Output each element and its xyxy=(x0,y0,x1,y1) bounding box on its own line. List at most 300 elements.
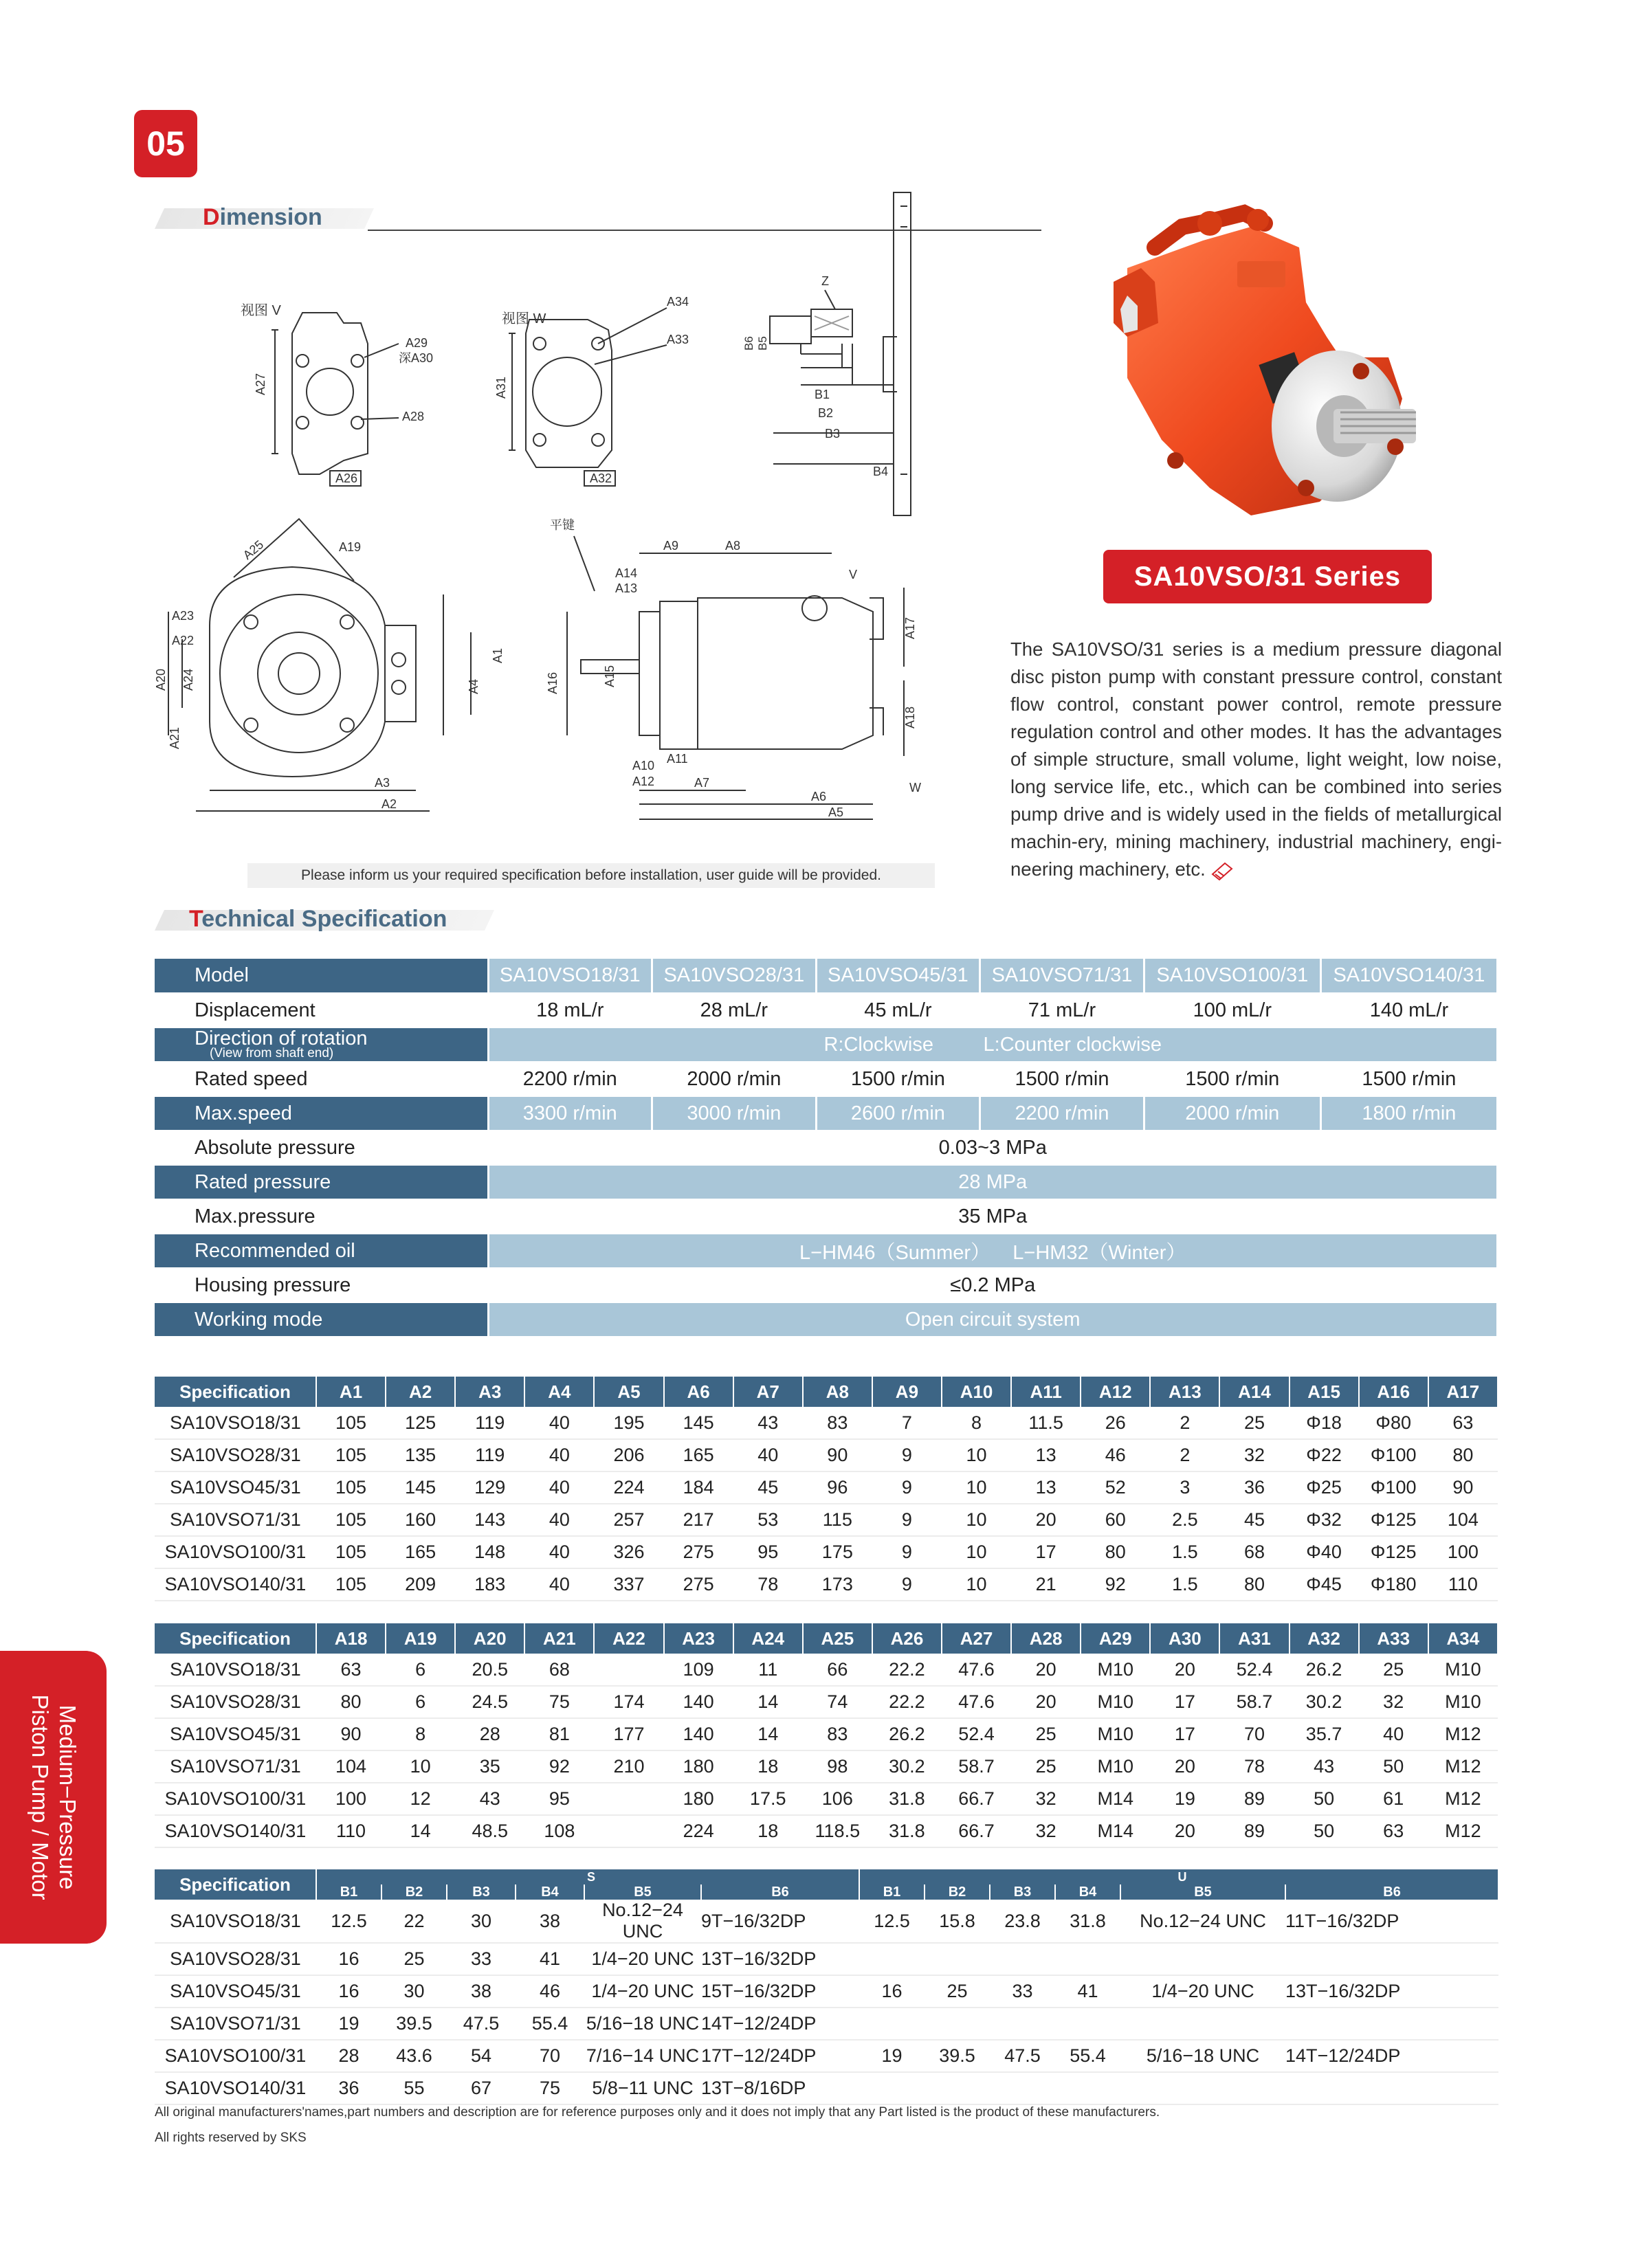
value-cell: 224 xyxy=(664,1815,733,1847)
svg-text:A23: A23 xyxy=(172,609,195,623)
value-cell: 16 xyxy=(316,1943,381,1975)
recommended-oil-row: Recommended oil L−HM46（Summer） L−HM32（Winter） xyxy=(155,1234,1498,1268)
value-cell: 6 xyxy=(386,1654,455,1686)
svg-text:B1: B1 xyxy=(815,388,830,401)
value-cell: M10 xyxy=(1081,1686,1150,1718)
value-cell: 20 xyxy=(1150,1815,1219,1847)
svg-text:A18: A18 xyxy=(903,706,917,729)
value-cell: 20 xyxy=(1150,1654,1219,1686)
working-mode-row: Working mode Open circuit system xyxy=(155,1302,1498,1337)
value-cell: 21 xyxy=(1011,1568,1081,1601)
col-header-a17: A17 xyxy=(1428,1377,1498,1407)
value-cell: 105 xyxy=(316,1504,386,1536)
value-cell: 106 xyxy=(803,1783,872,1815)
value-cell: 50 xyxy=(1359,1750,1428,1783)
value-cell: 32 xyxy=(1359,1686,1428,1718)
value-cell: 67 xyxy=(447,2072,516,2104)
series-description: The SA10VSO/31 series is a medium pressure diagonal disc piston pump with constant pressure control, constant flow control, constant power control, remote pressure regulation control and other modes. It has the advantages of simple structure, small volume, light weight, low noise, long service life, etc., which can be combined into series pump drive and is widely used in the fields of metallurgical machin-ery, mining machinery, industrial machinery, engi-neering machinery, etc. xyxy=(1010,638,1502,880)
svg-text:A5: A5 xyxy=(828,805,844,819)
col-header-a6: A6 xyxy=(664,1377,733,1407)
pump-photo xyxy=(1100,199,1423,522)
value-cell: M10 xyxy=(1081,1750,1150,1783)
svg-text:A8: A8 xyxy=(725,539,741,553)
value-cell: 90 xyxy=(316,1718,386,1750)
value-cell: 80 xyxy=(316,1686,386,1718)
value-cell: 70 xyxy=(1219,1718,1289,1750)
max-pressure-row: Max.pressure 35 MPa xyxy=(155,1199,1498,1234)
pointer-icon xyxy=(1210,860,1235,881)
value-cell: 12.5 xyxy=(316,1900,381,1943)
svg-text:A13: A13 xyxy=(615,581,638,595)
value-cell: 30 xyxy=(381,1975,447,2008)
value-cell: 25 xyxy=(1219,1407,1289,1439)
rated-speed-row: Rated speed 2200 r/min 2000 r/min 1500 r/min 1500 r/min 1500 r/min 1500 r/min xyxy=(155,1062,1498,1096)
value-cell: M12 xyxy=(1428,1718,1498,1750)
value-cell: M12 xyxy=(1428,1750,1498,1783)
value-cell: 6 xyxy=(386,1686,455,1718)
col-header-b6: B6 xyxy=(701,1885,859,1900)
svg-text:A22: A22 xyxy=(172,634,195,647)
value-cell: 14 xyxy=(733,1686,803,1718)
value-cell xyxy=(925,2072,990,2104)
value-cell xyxy=(1120,2008,1285,2040)
value-cell: 175 xyxy=(803,1536,872,1568)
value-cell: 68 xyxy=(524,1654,594,1686)
value-cell: 160 xyxy=(386,1504,455,1536)
group-u-header: U xyxy=(859,1869,1498,1885)
svg-text:深A30: 深A30 xyxy=(399,351,434,365)
value-cell: M10 xyxy=(1428,1654,1498,1686)
value-cell: 275 xyxy=(664,1568,733,1601)
model-cell: SA10VSO140/31 xyxy=(155,2072,316,2104)
value-cell: 55.4 xyxy=(516,2008,584,2040)
value-cell: Φ180 xyxy=(1359,1568,1428,1601)
value-cell: 109 xyxy=(664,1654,733,1686)
value-cell: 5/16−18 UNC xyxy=(584,2008,701,2040)
value-cell: 183 xyxy=(455,1568,524,1601)
value-cell: 52 xyxy=(1081,1471,1150,1504)
value-cell: 7/16−14 UNC xyxy=(584,2040,701,2072)
value-cell: 275 xyxy=(664,1536,733,1568)
col-header-a2: A2 xyxy=(386,1377,455,1407)
value-cell: 58.7 xyxy=(942,1750,1011,1783)
col-header-a31: A31 xyxy=(1219,1623,1289,1654)
value-cell: 80 xyxy=(1081,1536,1150,1568)
value-cell: 210 xyxy=(594,1750,663,1783)
value-cell: M12 xyxy=(1428,1815,1498,1847)
value-cell: 105 xyxy=(316,1471,386,1504)
value-cell xyxy=(1285,2072,1498,2104)
value-cell: 13T−8/16DP xyxy=(701,2072,859,2104)
value-cell xyxy=(990,1943,1055,1975)
table-row xyxy=(155,2008,1498,2040)
table-row xyxy=(155,1783,1498,1815)
svg-text:A19: A19 xyxy=(339,540,362,554)
value-cell: 46 xyxy=(516,1975,584,2008)
value-cell: 10 xyxy=(386,1750,455,1783)
svg-text:A4: A4 xyxy=(467,678,480,694)
value-cell: 43 xyxy=(455,1783,524,1815)
value-cell: 11T−16/32DP xyxy=(1285,1900,1498,1943)
value-cell: 17 xyxy=(1150,1686,1219,1718)
housing-pressure-row: Housing pressure ≤0.2 MPa xyxy=(155,1268,1498,1302)
value-cell xyxy=(1055,1943,1120,1975)
value-cell: 9 xyxy=(872,1471,942,1504)
value-cell: 33 xyxy=(990,1975,1055,2008)
col-header-b5: B5 xyxy=(1120,1885,1285,1900)
value-cell: 40 xyxy=(524,1471,594,1504)
col-header-a27: A27 xyxy=(942,1623,1011,1654)
col-header-b2: B2 xyxy=(381,1885,447,1900)
model-cell: SA10VSO140/31 xyxy=(155,1815,316,1847)
value-cell: 140 xyxy=(664,1686,733,1718)
col-header-a22: A22 xyxy=(594,1623,663,1654)
model-cell: SA10VSO45/31 xyxy=(155,1718,316,1750)
col-header-b5: B5 xyxy=(584,1885,701,1900)
value-cell: 81 xyxy=(524,1718,594,1750)
value-cell: 224 xyxy=(594,1471,663,1504)
value-cell: 20 xyxy=(1011,1504,1081,1536)
value-cell: 2 xyxy=(1150,1439,1219,1471)
value-cell: 50 xyxy=(1290,1815,1359,1847)
value-cell: 18 xyxy=(733,1750,803,1783)
value-cell: 47.6 xyxy=(942,1654,1011,1686)
col-header-a20: A20 xyxy=(455,1623,524,1654)
col-header-a28: A28 xyxy=(1011,1623,1081,1654)
value-cell xyxy=(1285,1943,1498,1975)
col-header-a34: A34 xyxy=(1428,1623,1498,1654)
value-cell: 26 xyxy=(1081,1407,1150,1439)
table-row xyxy=(155,2072,1498,2104)
view-w xyxy=(494,295,689,486)
value-cell: 19 xyxy=(316,2008,381,2040)
value-cell xyxy=(990,2072,1055,2104)
svg-text:B6: B6 xyxy=(742,336,755,351)
value-cell: 195 xyxy=(594,1407,663,1439)
value-cell: 66.7 xyxy=(942,1815,1011,1847)
value-cell: 20 xyxy=(1150,1750,1219,1783)
value-cell: 143 xyxy=(455,1504,524,1536)
value-cell xyxy=(990,2008,1055,2040)
svg-text:A15: A15 xyxy=(603,665,617,687)
value-cell: 10 xyxy=(942,1471,1011,1504)
spec-header: Specification xyxy=(155,1869,316,1900)
value-cell: 10 xyxy=(942,1504,1011,1536)
value-cell: 108 xyxy=(524,1815,594,1847)
col-header-a1: A1 xyxy=(316,1377,386,1407)
svg-text:A1: A1 xyxy=(491,647,505,663)
svg-text:视图 V: 视图 V xyxy=(241,303,281,318)
col-header-a29: A29 xyxy=(1081,1623,1150,1654)
value-cell: 17.5 xyxy=(733,1783,803,1815)
col-header-a15: A15 xyxy=(1290,1377,1359,1407)
svg-text:B4: B4 xyxy=(873,465,889,478)
value-cell: 9 xyxy=(872,1504,942,1536)
svg-text:W: W xyxy=(909,781,921,794)
model-cell: SA10VSO100/31 xyxy=(155,2040,316,2072)
value-cell: 31.8 xyxy=(872,1783,942,1815)
shaft-detail-z xyxy=(742,274,894,478)
value-cell: 19 xyxy=(1150,1783,1219,1815)
spec-header: Specification xyxy=(155,1377,316,1407)
value-cell: M14 xyxy=(1081,1815,1150,1847)
value-cell: 40 xyxy=(524,1504,594,1536)
value-cell: 100 xyxy=(316,1783,386,1815)
spec-header: Specification xyxy=(155,1623,316,1654)
value-cell: 148 xyxy=(455,1536,524,1568)
value-cell: Φ125 xyxy=(1359,1536,1428,1568)
value-cell: 63 xyxy=(1359,1815,1428,1847)
model-cell: SA10VSO71/31 xyxy=(155,1504,316,1536)
value-cell: 2 xyxy=(1150,1407,1219,1439)
value-cell: 32 xyxy=(1219,1439,1289,1471)
value-cell: 14 xyxy=(733,1718,803,1750)
model-cell: SA10VSO28/31 xyxy=(155,1439,316,1471)
value-cell: 11 xyxy=(733,1654,803,1686)
col-header-a24: A24 xyxy=(733,1623,803,1654)
value-cell: 55.4 xyxy=(1055,2040,1120,2072)
svg-text:视图 W: 视图 W xyxy=(502,311,546,326)
value-cell: 8 xyxy=(942,1407,1011,1439)
value-cell xyxy=(1055,2008,1120,2040)
value-cell: 28 xyxy=(455,1718,524,1750)
model-cell: SA10VSO45/31 xyxy=(155,1471,316,1504)
value-cell: 174 xyxy=(594,1686,663,1718)
col-header-a12: A12 xyxy=(1081,1377,1150,1407)
value-cell: 104 xyxy=(316,1750,386,1783)
value-cell: 17 xyxy=(1150,1718,1219,1750)
svg-text:A10: A10 xyxy=(632,759,655,772)
value-cell: Φ100 xyxy=(1359,1471,1428,1504)
value-cell: 35.7 xyxy=(1290,1718,1359,1750)
value-cell: 17T−12/24DP xyxy=(701,2040,859,2072)
col-header-a33: A33 xyxy=(1359,1623,1428,1654)
value-cell: 17 xyxy=(1011,1536,1081,1568)
value-cell: 9 xyxy=(872,1439,942,1471)
value-cell: 80 xyxy=(1219,1568,1289,1601)
col-header-a7: A7 xyxy=(733,1377,803,1407)
col-header-a9: A9 xyxy=(872,1377,942,1407)
col-header-a18: A18 xyxy=(316,1623,386,1654)
value-cell: 48.5 xyxy=(455,1815,524,1847)
col-header-a25: A25 xyxy=(803,1623,872,1654)
value-cell: 326 xyxy=(594,1536,663,1568)
value-cell: 90 xyxy=(1428,1471,1498,1504)
value-cell: 25 xyxy=(925,1975,990,2008)
value-cell: 60 xyxy=(1081,1504,1150,1536)
model-cell: SA10VSO28/31 xyxy=(155,1943,316,1975)
model-cell: SA10VSO100/31 xyxy=(155,1536,316,1568)
value-cell xyxy=(594,1815,663,1847)
svg-text:A32: A32 xyxy=(590,471,612,485)
col-header-b3: B3 xyxy=(990,1885,1055,1900)
value-cell: 13T−16/32DP xyxy=(701,1943,859,1975)
svg-text:A26: A26 xyxy=(335,471,358,485)
value-cell: 35 xyxy=(455,1750,524,1783)
value-cell: 20 xyxy=(1011,1686,1081,1718)
model-cell: SA10VSO18/31 xyxy=(155,1900,316,1943)
value-cell: 115 xyxy=(803,1504,872,1536)
table-row xyxy=(155,1654,1498,1686)
value-cell: No.12−24 UNC xyxy=(584,1900,701,1943)
value-cell: 118.5 xyxy=(803,1815,872,1847)
value-cell: 206 xyxy=(594,1439,663,1471)
absolute-pressure-row: Absolute pressure 0.03~3 MPa xyxy=(155,1131,1498,1165)
install-note: Please inform us your required specification before installation, user guide will be provided. xyxy=(247,863,935,888)
value-cell: 105 xyxy=(316,1568,386,1601)
value-cell: 105 xyxy=(316,1407,386,1439)
value-cell: 90 xyxy=(803,1439,872,1471)
max-speed-row: Max.speed 3300 r/min 3000 r/min 2600 r/min 2200 r/min 2000 r/min 1800 r/min xyxy=(155,1096,1498,1131)
svg-text:A33: A33 xyxy=(667,333,689,346)
dimension-heading: Dimension xyxy=(155,204,887,232)
value-cell: 41 xyxy=(516,1943,584,1975)
value-cell: 180 xyxy=(664,1750,733,1783)
value-cell: M14 xyxy=(1081,1783,1150,1815)
value-cell: 165 xyxy=(386,1536,455,1568)
value-cell: 25 xyxy=(381,1943,447,1975)
value-cell xyxy=(925,2008,990,2040)
value-cell: 33 xyxy=(447,1943,516,1975)
value-cell: 38 xyxy=(447,1975,516,2008)
value-cell: 47.6 xyxy=(942,1686,1011,1718)
direction-row: Direction of rotation (View from shaft end) R:Clockwise L:Counter clockwise xyxy=(155,1027,1498,1062)
value-cell: 39.5 xyxy=(381,2008,447,2040)
value-cell: 50 xyxy=(1290,1783,1359,1815)
value-cell: Φ18 xyxy=(1290,1407,1359,1439)
value-cell: 63 xyxy=(316,1654,386,1686)
value-cell xyxy=(925,1943,990,1975)
value-cell: 55 xyxy=(381,2072,447,2104)
value-cell: 22.2 xyxy=(872,1686,942,1718)
col-header-b2: B2 xyxy=(925,1885,990,1900)
value-cell: 119 xyxy=(455,1439,524,1471)
col-header-a11: A11 xyxy=(1011,1377,1081,1407)
value-cell: 47.5 xyxy=(990,2040,1055,2072)
value-cell: 104 xyxy=(1428,1504,1498,1536)
value-cell: 30 xyxy=(447,1900,516,1943)
value-cell: 7 xyxy=(872,1407,942,1439)
table-row xyxy=(155,1439,1498,1471)
value-cell: 125 xyxy=(386,1407,455,1439)
value-cell: M10 xyxy=(1081,1718,1150,1750)
value-cell: 38 xyxy=(516,1900,584,1943)
value-cell: Φ125 xyxy=(1359,1504,1428,1536)
value-cell: 13 xyxy=(1011,1439,1081,1471)
value-cell: 20 xyxy=(1011,1654,1081,1686)
value-cell: 43 xyxy=(733,1407,803,1439)
value-cell: 110 xyxy=(1428,1568,1498,1601)
value-cell: Φ80 xyxy=(1359,1407,1428,1439)
svg-text:A9: A9 xyxy=(663,539,679,553)
svg-text:平键: 平键 xyxy=(550,518,575,532)
value-cell xyxy=(1285,2008,1498,2040)
svg-text:A24: A24 xyxy=(181,668,195,691)
table-row xyxy=(155,1750,1498,1783)
value-cell: 2.5 xyxy=(1150,1504,1219,1536)
value-cell: 1.5 xyxy=(1150,1568,1219,1601)
model-cell: SA10VSO45/31 xyxy=(155,1975,316,2008)
value-cell: 66 xyxy=(803,1654,872,1686)
value-cell: 58.7 xyxy=(1219,1686,1289,1718)
value-cell: 26.2 xyxy=(872,1718,942,1750)
model-cell: SA10VSO71/31 xyxy=(155,1750,316,1783)
svg-text:A34: A34 xyxy=(667,295,689,309)
side-category-tab: Medium−Pressure Piston Pump / Motor xyxy=(0,1651,107,1944)
group-s-header: S xyxy=(316,1869,859,1885)
table-row xyxy=(155,1943,1498,1975)
value-cell: 10 xyxy=(942,1536,1011,1568)
value-cell: 140 xyxy=(664,1718,733,1750)
value-cell: 92 xyxy=(1081,1568,1150,1601)
value-cell: 23.8 xyxy=(990,1900,1055,1943)
value-cell: 145 xyxy=(386,1471,455,1504)
value-cell: 30.2 xyxy=(1290,1686,1359,1718)
svg-text:A14: A14 xyxy=(615,566,638,580)
svg-text:A2: A2 xyxy=(381,797,397,811)
model-cell: SA10VSO18/31 xyxy=(155,1407,316,1439)
table-row xyxy=(155,1407,1498,1439)
svg-text:B3: B3 xyxy=(825,427,841,441)
value-cell: 32 xyxy=(1011,1815,1081,1847)
value-cell: 36 xyxy=(1219,1471,1289,1504)
value-cell: 30.2 xyxy=(872,1750,942,1783)
value-cell: 145 xyxy=(664,1407,733,1439)
value-cell: 22.2 xyxy=(872,1654,942,1686)
value-cell: 41 xyxy=(1055,1975,1120,2008)
value-cell: 14T−12/24DP xyxy=(1285,2040,1498,2072)
svg-text:B5: B5 xyxy=(756,336,769,351)
value-cell: 165 xyxy=(664,1439,733,1471)
model-cell: SA10VSO140/31 xyxy=(155,1568,316,1601)
value-cell: 25 xyxy=(1011,1718,1081,1750)
value-cell: M12 xyxy=(1428,1783,1498,1815)
value-cell xyxy=(1120,2072,1285,2104)
value-cell: 16 xyxy=(859,1975,925,2008)
value-cell: 1/4−20 UNC xyxy=(1120,1975,1285,2008)
value-cell: 83 xyxy=(803,1407,872,1439)
table-row xyxy=(155,1536,1498,1568)
value-cell: 25 xyxy=(1011,1750,1081,1783)
value-cell: 110 xyxy=(316,1815,386,1847)
value-cell: 63 xyxy=(1428,1407,1498,1439)
value-cell: 74 xyxy=(803,1686,872,1718)
col-header-a21: A21 xyxy=(524,1623,594,1654)
value-cell: 47.5 xyxy=(447,2008,516,2040)
value-cell: 9 xyxy=(872,1568,942,1601)
value-cell: M10 xyxy=(1081,1654,1150,1686)
footer-rights: All rights reserved by SKS xyxy=(155,2131,307,2145)
value-cell: 61 xyxy=(1359,1783,1428,1815)
value-cell: 98 xyxy=(803,1750,872,1783)
value-cell: 9 xyxy=(872,1536,942,1568)
value-cell xyxy=(594,1654,663,1686)
col-header-a4: A4 xyxy=(524,1377,594,1407)
col-header-a32: A32 xyxy=(1290,1623,1359,1654)
value-cell xyxy=(859,1943,925,1975)
dimension-table-a18-a34 xyxy=(155,1623,1498,1848)
svg-text:A11: A11 xyxy=(667,752,688,766)
value-cell: 95 xyxy=(524,1783,594,1815)
value-cell: 40 xyxy=(733,1439,803,1471)
value-cell: 36 xyxy=(316,2072,381,2104)
table-row xyxy=(155,1900,1498,1943)
value-cell: 31.8 xyxy=(872,1815,942,1847)
col-header-a16: A16 xyxy=(1359,1377,1428,1407)
value-cell: 75 xyxy=(516,2072,584,2104)
value-cell: Φ32 xyxy=(1290,1504,1359,1536)
value-cell: 96 xyxy=(803,1471,872,1504)
